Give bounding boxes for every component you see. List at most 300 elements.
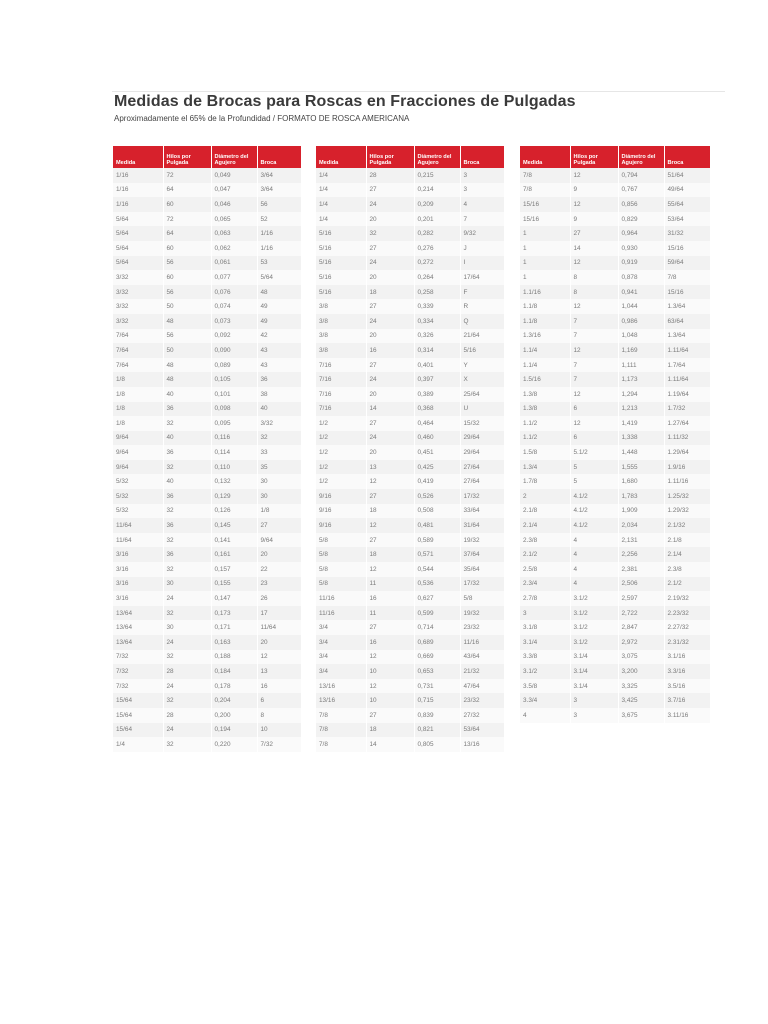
cell-diametro: 0,767 (618, 183, 664, 198)
page-subtitle: Aproximadamente el 65% de la Profundidad / FORMATO DE ROSCA AMERICANA (114, 114, 410, 123)
cell-diametro: 0,401 (414, 358, 460, 373)
column-header-broca: Broca (257, 146, 301, 168)
cell-diametro: 2,597 (618, 591, 664, 606)
cell-broca: 12 (257, 650, 301, 665)
cell-medida: 9/64 (113, 445, 163, 460)
cell-medida: 1/8 (113, 387, 163, 402)
cell-hilos: 36 (163, 402, 211, 417)
cell-broca: 2.1/4 (664, 547, 710, 562)
cell-hilos: 36 (163, 445, 211, 460)
cell-hilos: 3.1/2 (570, 606, 618, 621)
table-row (113, 664, 301, 679)
column-header-medida: Medida (520, 146, 570, 168)
cell-broca: 3/32 (257, 416, 301, 431)
cell-medida: 5/16 (316, 285, 366, 300)
table-row (520, 620, 710, 635)
cell-diametro: 2,131 (618, 533, 664, 548)
cell-diametro: 0,073 (211, 314, 257, 329)
table-row (316, 270, 504, 285)
cell-broca: 1.19/64 (664, 387, 710, 402)
cell-diametro: 0,508 (414, 504, 460, 519)
cell-medida: 3/4 (316, 664, 366, 679)
table-row (316, 416, 504, 431)
cell-medida: 7/64 (113, 329, 163, 344)
cell-medida: 15/64 (113, 693, 163, 708)
table-row (520, 489, 710, 504)
table-row (316, 358, 504, 373)
cell-hilos: 32 (163, 533, 211, 548)
cell-hilos: 10 (366, 693, 414, 708)
cell-diametro: 0,805 (414, 737, 460, 752)
table-row (520, 635, 710, 650)
cell-medida: 1.5/8 (520, 445, 570, 460)
cell-diametro: 0,090 (211, 343, 257, 358)
cell-diametro: 0,155 (211, 577, 257, 592)
cell-hilos: 3.1/4 (570, 650, 618, 665)
cell-diametro: 0,536 (414, 577, 460, 592)
table-row (113, 212, 301, 227)
cell-broca: 21/32 (460, 664, 504, 679)
cell-broca: 7 (460, 212, 504, 227)
cell-medida: 7/32 (113, 650, 163, 665)
table-row (113, 241, 301, 256)
cell-medida: 3/32 (113, 285, 163, 300)
cell-diametro: 0,063 (211, 226, 257, 241)
table-row (520, 504, 710, 519)
cell-broca: I (460, 256, 504, 271)
cell-diametro: 3,325 (618, 679, 664, 694)
cell-medida: 13/64 (113, 635, 163, 650)
table-row (113, 708, 301, 723)
table-row (520, 270, 710, 285)
cell-hilos: 60 (163, 241, 211, 256)
column-header-medida: Medida (316, 146, 366, 168)
cell-broca: 13 (257, 664, 301, 679)
cell-diametro: 0,114 (211, 445, 257, 460)
cell-medida: 7/16 (316, 358, 366, 373)
cell-medida: 3.3/8 (520, 650, 570, 665)
cell-hilos: 20 (366, 212, 414, 227)
cell-diametro: 0,209 (414, 197, 460, 212)
cell-diametro: 0,571 (414, 547, 460, 562)
cell-diametro: 0,047 (211, 183, 257, 198)
cell-hilos: 48 (163, 358, 211, 373)
column-header-diametro-del-agujero: Diámetro del Agujero (618, 146, 664, 168)
cell-broca: 1.9/16 (664, 460, 710, 475)
cell-diametro: 2,381 (618, 562, 664, 577)
cell-medida: 3/8 (316, 329, 366, 344)
cell-medida: 1/16 (113, 197, 163, 212)
cell-diametro: 0,116 (211, 431, 257, 446)
table-row (316, 402, 504, 417)
cell-diametro: 0,178 (211, 679, 257, 694)
cell-broca: 8 (257, 708, 301, 723)
column-header-hilos-por-pulgada: Hilos por Pulgada (366, 146, 414, 168)
cell-hilos: 14 (570, 241, 618, 256)
cell-diametro: 1,111 (618, 358, 664, 373)
cell-medida: 1/2 (316, 474, 366, 489)
cell-hilos: 20 (366, 445, 414, 460)
cell-medida: 1.1/8 (520, 314, 570, 329)
cell-medida: 3/4 (316, 650, 366, 665)
cell-broca: 63/64 (664, 314, 710, 329)
cell-medida: 5/32 (113, 489, 163, 504)
table-row (316, 533, 504, 548)
cell-medida: 3/8 (316, 314, 366, 329)
cell-broca: 3.3/16 (664, 664, 710, 679)
table-row (520, 416, 710, 431)
cell-broca: 19/32 (460, 533, 504, 548)
cell-diametro: 1,783 (618, 489, 664, 504)
column-header-diametro-del-agujero: Diámetro del Agujero (414, 146, 460, 168)
cell-medida: 7/8 (316, 723, 366, 738)
table-row (520, 387, 710, 402)
cell-hilos: 48 (163, 314, 211, 329)
cell-hilos: 7 (570, 314, 618, 329)
table-row (520, 183, 710, 198)
cell-diametro: 0,161 (211, 547, 257, 562)
cell-hilos: 24 (366, 256, 414, 271)
table-row (520, 212, 710, 227)
cell-hilos: 3.1/2 (570, 620, 618, 635)
table-row (113, 329, 301, 344)
table-row (316, 329, 504, 344)
cell-medida: 7/64 (113, 358, 163, 373)
cell-medida: 1.1/4 (520, 343, 570, 358)
cell-medida: 7/8 (520, 183, 570, 198)
table-row (113, 445, 301, 460)
cell-hilos: 60 (163, 270, 211, 285)
cell-medida: 3/16 (113, 547, 163, 562)
cell-hilos: 40 (163, 387, 211, 402)
cell-medida: 5/64 (113, 256, 163, 271)
table-row (113, 431, 301, 446)
cell-hilos: 36 (163, 518, 211, 533)
cell-broca: 1/8 (257, 504, 301, 519)
table-row (113, 577, 301, 592)
cell-diametro: 0,101 (211, 387, 257, 402)
table-row (316, 460, 504, 475)
cell-medida: 1/4 (316, 183, 366, 198)
cell-diametro: 2,506 (618, 577, 664, 592)
cell-medida: 2.1/2 (520, 547, 570, 562)
cell-diametro: 1,169 (618, 343, 664, 358)
cell-hilos: 18 (366, 723, 414, 738)
cell-broca: R (460, 299, 504, 314)
cell-medida: 2.5/8 (520, 562, 570, 577)
cell-diametro: 3,200 (618, 664, 664, 679)
cell-medida: 3/4 (316, 635, 366, 650)
cell-broca: 1.3/64 (664, 329, 710, 344)
cell-medida: 5/64 (113, 226, 163, 241)
cell-hilos: 12 (366, 518, 414, 533)
table-row (113, 197, 301, 212)
cell-diametro: 0,919 (618, 256, 664, 271)
cell-diametro: 0,986 (618, 314, 664, 329)
table-row (113, 168, 301, 183)
page-title: Medidas de Brocas para Roscas en Fracciones de Pulgadas (114, 93, 576, 110)
cell-hilos: 12 (570, 416, 618, 431)
table-row (316, 737, 504, 752)
cell-hilos: 32 (163, 737, 211, 752)
table-row (113, 372, 301, 387)
cell-broca: 1.11/64 (664, 343, 710, 358)
cell-medida: 15/16 (520, 197, 570, 212)
cell-hilos: 56 (163, 285, 211, 300)
cell-broca: U (460, 402, 504, 417)
cell-hilos: 12 (366, 679, 414, 694)
cell-diametro: 0,089 (211, 358, 257, 373)
cell-hilos: 12 (570, 197, 618, 212)
cell-hilos: 27 (366, 299, 414, 314)
cell-hilos: 7 (570, 372, 618, 387)
cell-broca: 3.11/16 (664, 708, 710, 723)
cell-medida: 3/8 (316, 343, 366, 358)
cell-diametro: 0,214 (414, 183, 460, 198)
table-row (113, 183, 301, 198)
cell-diametro: 0,451 (414, 445, 460, 460)
cell-diametro: 0,272 (414, 256, 460, 271)
cell-medida: 5/8 (316, 547, 366, 562)
table-row (316, 212, 504, 227)
cell-hilos: 12 (570, 387, 618, 402)
cell-medida: 5/8 (316, 577, 366, 592)
cell-hilos: 24 (366, 431, 414, 446)
cell-broca: 5/8 (460, 591, 504, 606)
cell-broca: 1.25/32 (664, 489, 710, 504)
cell-diametro: 0,460 (414, 431, 460, 446)
cell-medida: 3/32 (113, 270, 163, 285)
cell-diametro: 0,163 (211, 635, 257, 650)
cell-medida: 1.1/2 (520, 416, 570, 431)
cell-broca: 23 (257, 577, 301, 592)
cell-broca: J (460, 241, 504, 256)
column-header-broca: Broca (460, 146, 504, 168)
cell-diametro: 1,213 (618, 402, 664, 417)
table-row (520, 343, 710, 358)
cell-diametro: 0,061 (211, 256, 257, 271)
cell-hilos: 32 (163, 460, 211, 475)
cell-diametro: 0,627 (414, 591, 460, 606)
cell-diametro: 0,129 (211, 489, 257, 504)
table-row (520, 577, 710, 592)
cell-broca: 47/64 (460, 679, 504, 694)
cell-diametro: 2,034 (618, 518, 664, 533)
cell-diametro: 0,076 (211, 285, 257, 300)
table-row (113, 679, 301, 694)
cell-hilos: 9 (570, 212, 618, 227)
cell-diametro: 0,147 (211, 591, 257, 606)
cell-diametro: 0,339 (414, 299, 460, 314)
cell-medida: 1.1/16 (520, 285, 570, 300)
cell-diametro: 0,821 (414, 723, 460, 738)
cell-broca: 32 (257, 431, 301, 446)
cell-hilos: 11 (366, 606, 414, 621)
table-row (520, 314, 710, 329)
cell-hilos: 12 (570, 256, 618, 271)
cell-broca: 5/64 (257, 270, 301, 285)
table-row (316, 693, 504, 708)
cell-hilos: 16 (366, 591, 414, 606)
cell-medida: 5/16 (316, 226, 366, 241)
cell-hilos: 4.1/2 (570, 489, 618, 504)
cell-diametro: 0,714 (414, 620, 460, 635)
cell-broca: 1/16 (257, 226, 301, 241)
table-row (113, 723, 301, 738)
table-row (316, 577, 504, 592)
cell-broca: 1.11/16 (664, 474, 710, 489)
cell-medida: 3 (520, 606, 570, 621)
cell-hilos: 36 (163, 489, 211, 504)
cell-broca: 27/64 (460, 474, 504, 489)
cell-diametro: 0,526 (414, 489, 460, 504)
cell-diametro: 3,075 (618, 650, 664, 665)
cell-broca: 2.1/2 (664, 577, 710, 592)
cell-hilos: 27 (366, 241, 414, 256)
cell-broca: 1.27/64 (664, 416, 710, 431)
table-row (316, 226, 504, 241)
cell-broca: 17 (257, 606, 301, 621)
cell-hilos: 4 (570, 577, 618, 592)
cell-broca: 17/32 (460, 577, 504, 592)
cell-broca: 30 (257, 474, 301, 489)
cell-medida: 7/16 (316, 372, 366, 387)
cell-medida: 1 (520, 241, 570, 256)
cell-medida: 1.3/16 (520, 329, 570, 344)
cell-medida: 5/32 (113, 474, 163, 489)
cell-medida: 3/4 (316, 620, 366, 635)
table-row (113, 504, 301, 519)
cell-medida: 1/2 (316, 445, 366, 460)
cell-broca: 15/16 (664, 285, 710, 300)
cell-broca: 2.1/8 (664, 533, 710, 548)
cell-broca: 21/64 (460, 329, 504, 344)
cell-medida: 13/16 (316, 693, 366, 708)
cell-broca: 13/16 (460, 737, 504, 752)
cell-medida: 15/64 (113, 708, 163, 723)
cell-medida: 2.1/8 (520, 504, 570, 519)
cell-medida: 1.5/16 (520, 372, 570, 387)
cell-diametro: 2,847 (618, 620, 664, 635)
cell-hilos: 6 (570, 431, 618, 446)
cell-diametro: 0,132 (211, 474, 257, 489)
column-header-medida: Medida (113, 146, 163, 168)
cell-diametro: 0,200 (211, 708, 257, 723)
cell-hilos: 28 (366, 168, 414, 183)
cell-diametro: 0,110 (211, 460, 257, 475)
cell-diametro: 0,464 (414, 416, 460, 431)
cell-hilos: 32 (163, 606, 211, 621)
table-row (316, 679, 504, 694)
table-row (316, 620, 504, 635)
cell-diametro: 0,715 (414, 693, 460, 708)
cell-medida: 3/16 (113, 577, 163, 592)
table-row (316, 372, 504, 387)
cell-broca: 10 (257, 723, 301, 738)
cell-broca: 3/64 (257, 168, 301, 183)
cell-hilos: 20 (366, 387, 414, 402)
cell-broca: 20 (257, 635, 301, 650)
cell-medida: 3/16 (113, 591, 163, 606)
cell-hilos: 30 (163, 577, 211, 592)
cell-diametro: 0,105 (211, 372, 257, 387)
cell-diametro: 1,173 (618, 372, 664, 387)
cell-medida: 7/8 (316, 708, 366, 723)
cell-diametro: 0,282 (414, 226, 460, 241)
table-row (113, 270, 301, 285)
cell-broca: 1/16 (257, 241, 301, 256)
table-row (316, 168, 504, 183)
cell-medida: 7/32 (113, 664, 163, 679)
cell-broca: 31/64 (460, 518, 504, 533)
cell-diametro: 0,141 (211, 533, 257, 548)
cell-hilos: 11 (366, 577, 414, 592)
drill-size-table-2 (316, 146, 504, 752)
cell-medida: 3/8 (316, 299, 366, 314)
cell-medida: 3/32 (113, 314, 163, 329)
cell-diametro: 0,065 (211, 212, 257, 227)
cell-broca: 40 (257, 402, 301, 417)
cell-diametro: 1,294 (618, 387, 664, 402)
cell-hilos: 24 (163, 679, 211, 694)
cell-diametro: 0,049 (211, 168, 257, 183)
cell-hilos: 24 (163, 723, 211, 738)
table-row (316, 431, 504, 446)
table-row (113, 387, 301, 402)
table-row (113, 547, 301, 562)
cell-broca: 3.7/16 (664, 693, 710, 708)
cell-hilos: 12 (366, 650, 414, 665)
cell-diametro: 0,878 (618, 270, 664, 285)
cell-broca: 3/64 (257, 183, 301, 198)
cell-diametro: 0,544 (414, 562, 460, 577)
cell-broca: Y (460, 358, 504, 373)
cell-broca: 11/64 (257, 620, 301, 635)
table-row (113, 606, 301, 621)
cell-diametro: 0,389 (414, 387, 460, 402)
cell-diametro: 0,215 (414, 168, 460, 183)
cell-broca: 53 (257, 256, 301, 271)
table-row (113, 314, 301, 329)
cell-broca: 2.1/32 (664, 518, 710, 533)
cell-diametro: 0,201 (414, 212, 460, 227)
table-row (316, 445, 504, 460)
cell-hilos: 72 (163, 168, 211, 183)
table-row (113, 460, 301, 475)
cell-hilos: 14 (366, 402, 414, 417)
cell-diametro: 1,555 (618, 460, 664, 475)
cell-broca: 53/64 (664, 212, 710, 227)
header-rule (112, 91, 725, 92)
cell-medida: 1.1/2 (520, 431, 570, 446)
cell-hilos: 8 (570, 270, 618, 285)
cell-diametro: 0,157 (211, 562, 257, 577)
table-row (113, 226, 301, 241)
cell-broca: 16 (257, 679, 301, 694)
cell-medida: 2 (520, 489, 570, 504)
cell-medida: 1.3/8 (520, 387, 570, 402)
cell-diametro: 1,044 (618, 299, 664, 314)
cell-medida: 15/64 (113, 723, 163, 738)
cell-medida: 1/4 (316, 197, 366, 212)
cell-broca: 9/32 (460, 226, 504, 241)
table-row (113, 518, 301, 533)
cell-diametro: 0,046 (211, 197, 257, 212)
cell-hilos: 3.1/2 (570, 635, 618, 650)
table-row (520, 285, 710, 300)
table-row (113, 737, 301, 752)
drill-size-table-3 (520, 146, 710, 723)
